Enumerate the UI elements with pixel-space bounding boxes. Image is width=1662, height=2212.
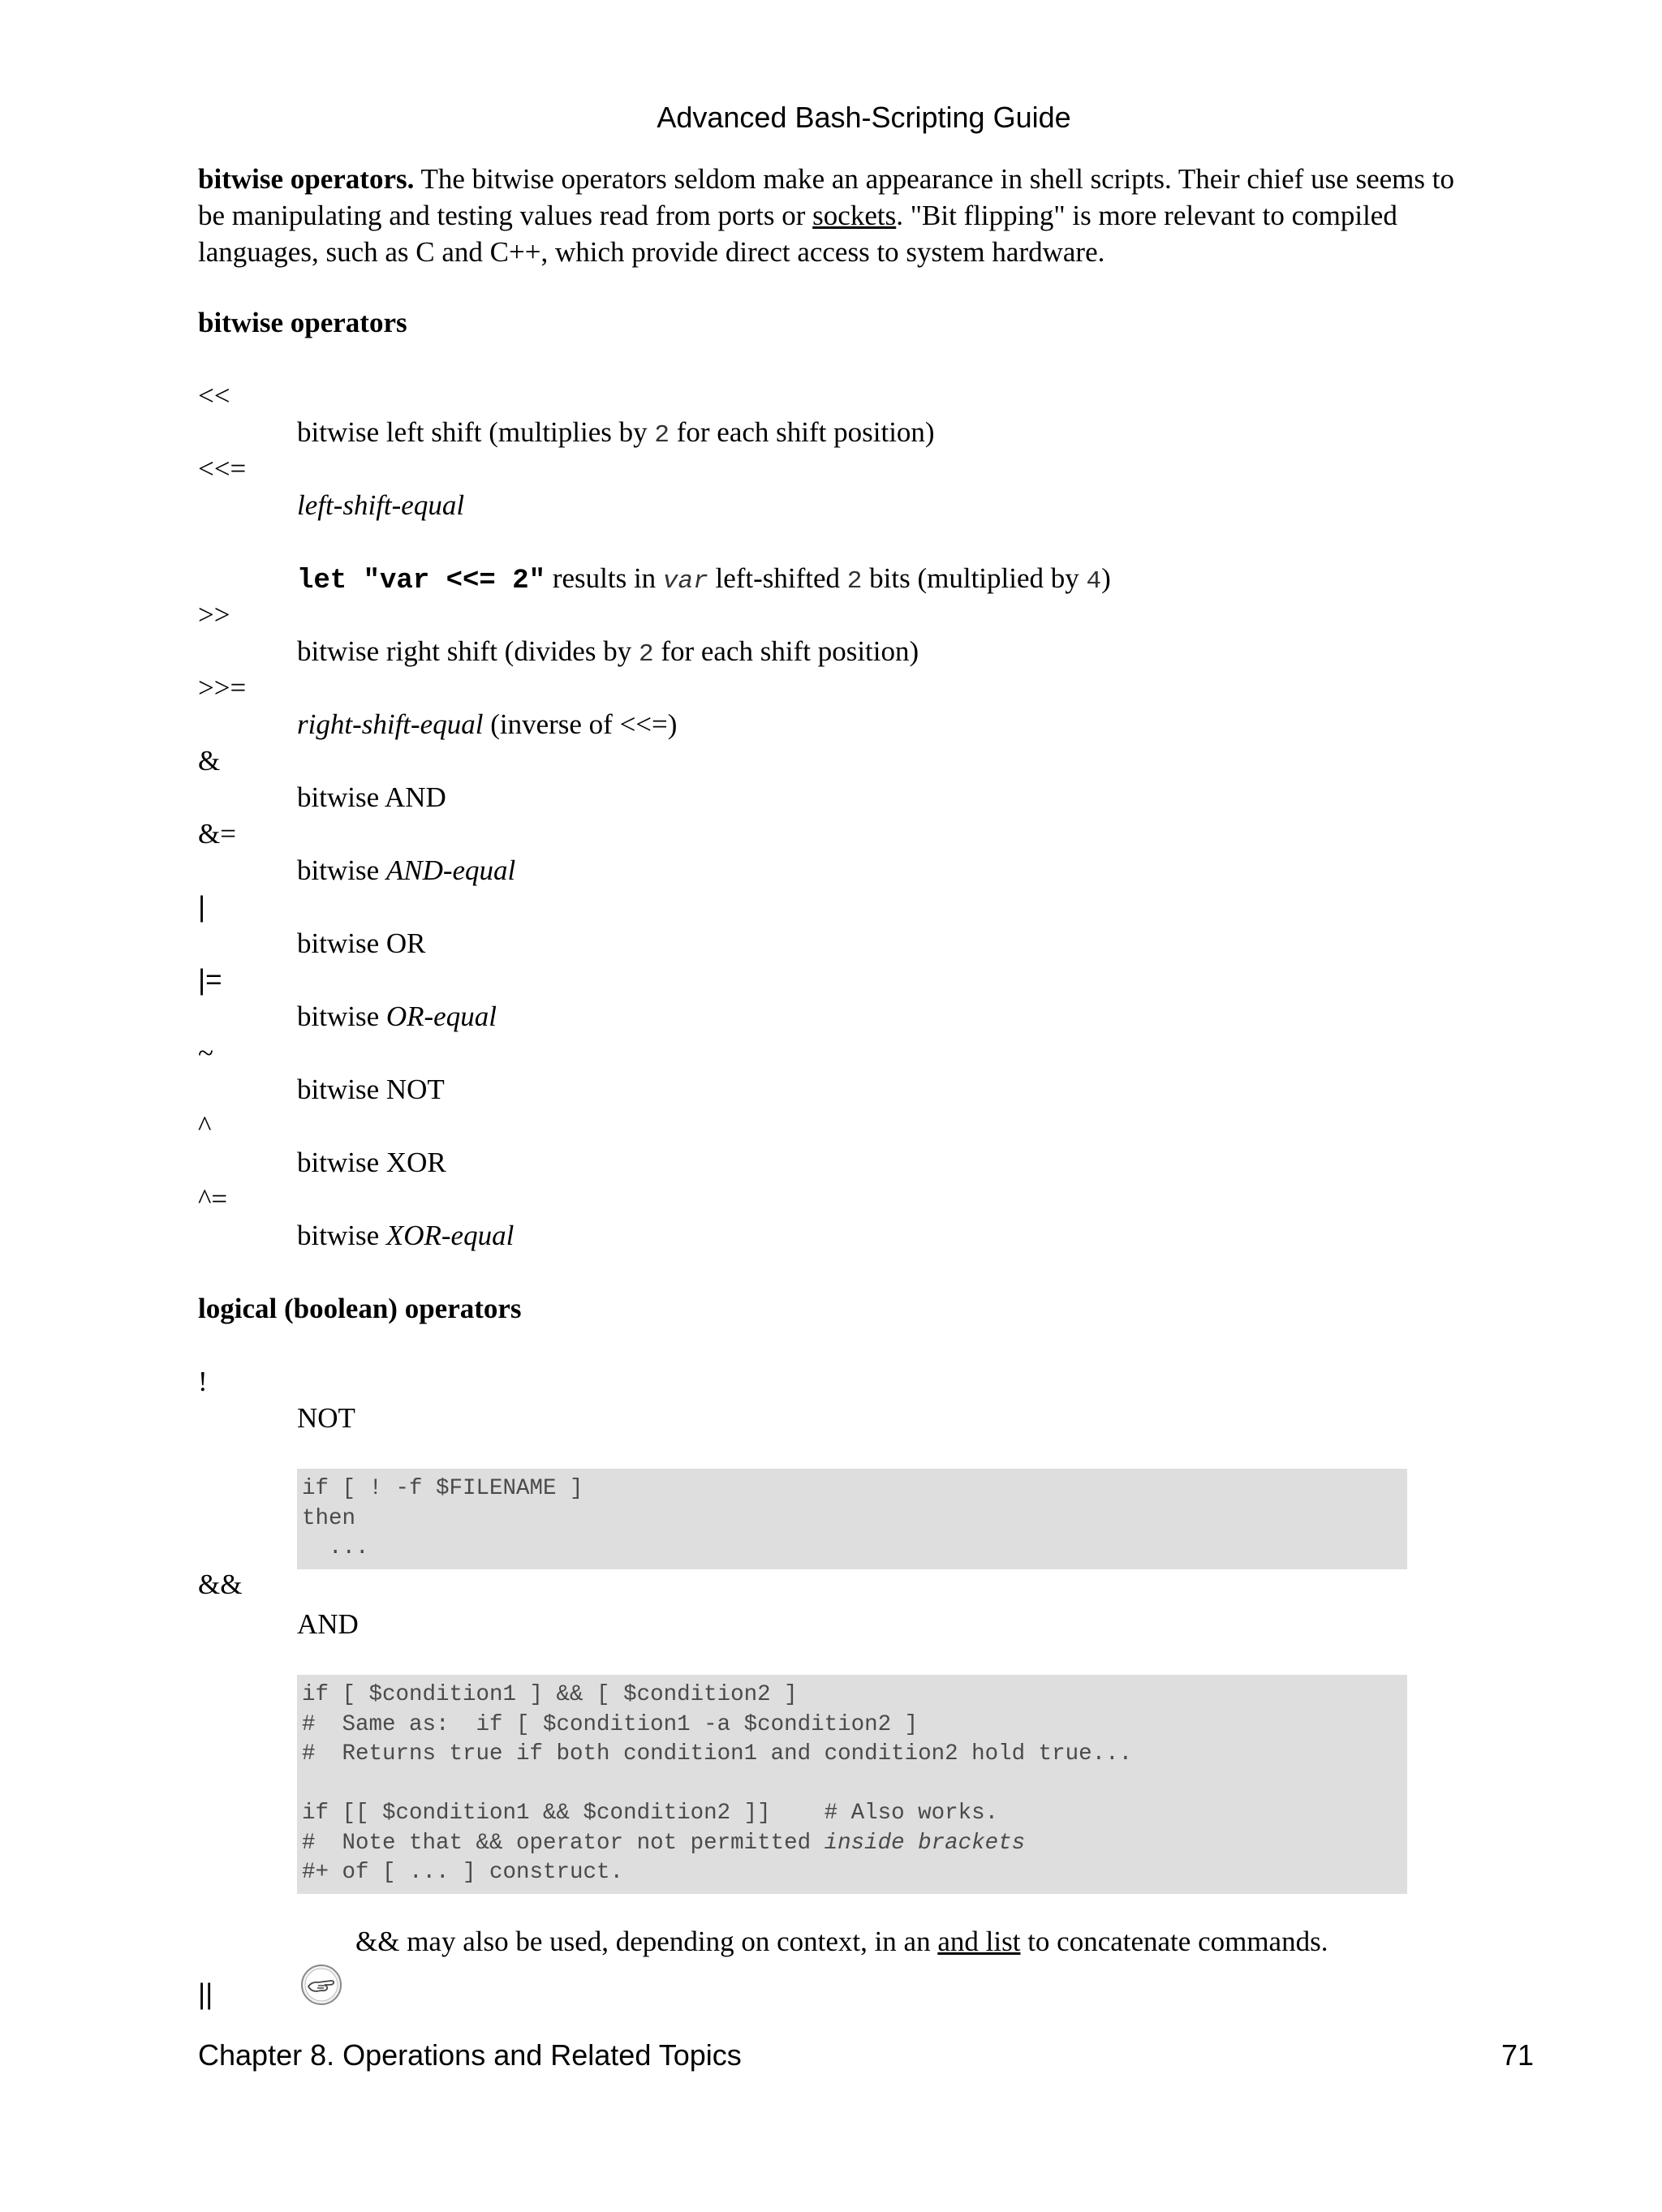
- def-xor-equal: [297, 1220, 514, 1252]
- def-and-equal: [297, 854, 515, 887]
- term-xor-equal: ^=: [198, 1183, 228, 1215]
- term-and-equal: &=: [198, 818, 236, 850]
- code-line: [302, 1770, 1402, 1800]
- def-left-shift-b: for each shift position): [669, 416, 935, 448]
- example-left-shift-equal: [297, 562, 1111, 596]
- footer-page-number: 71: [1501, 2038, 1534, 2072]
- pointing-hand-note-icon: [300, 1964, 342, 2006]
- def-right-shift-b: for each shift position): [653, 635, 919, 667]
- code-line: #+ of [ ... ] construct.: [302, 1860, 624, 1885]
- term-logical-not: !: [198, 1366, 208, 1397]
- term-xor: ^: [198, 1110, 212, 1142]
- code-line: ...: [302, 1535, 369, 1560]
- def-logical-and: AND: [297, 1608, 359, 1640]
- code-line: then: [302, 1505, 356, 1531]
- code-block-not: [297, 1469, 1407, 1569]
- example-d: ): [1101, 562, 1111, 594]
- def-logical-not: NOT: [297, 1402, 355, 1434]
- term-logical-or: ||: [198, 1978, 213, 2010]
- logical-operators-heading: logical (boolean) operators: [198, 1293, 522, 1324]
- intro-text-2a: be manipulating and testing values read from ports or: [198, 200, 813, 231]
- code-line: [302, 1829, 1402, 1859]
- code-line: if [ $condition1 ] && [ $condition2 ]: [302, 1682, 798, 1707]
- intro-line-2: [198, 197, 1397, 234]
- def-right-shift-equal-it: right-shift-equal: [297, 708, 484, 740]
- def-xor-equal-it: XOR-equal: [385, 1220, 515, 1251]
- def-left-shift-a: bitwise left shift (multiplies by: [297, 416, 655, 448]
- def-or-equal: [297, 1001, 497, 1033]
- term-or-equal: |=: [198, 964, 222, 996]
- page-header-title: Advanced Bash-Scripting Guide: [657, 101, 1071, 134]
- and-list-link[interactable]: and list: [937, 1926, 1021, 1957]
- sockets-link[interactable]: sockets: [812, 200, 897, 231]
- note-text-b: to concatenate commands.: [1020, 1926, 1328, 1957]
- code-line: # Returns true if both condition1 and condition2 hold true...: [302, 1741, 1133, 1767]
- example-m: 4: [1086, 567, 1102, 596]
- def-not: bitwise NOT: [297, 1074, 445, 1105]
- example-var: var: [662, 567, 708, 596]
- def-right-shift-equal-rest: (inverse of <<=): [483, 708, 678, 740]
- def-right-shift-equal: [297, 708, 677, 741]
- code-line: if [[ $condition1 && $condition2 ]] # Also works.: [302, 1801, 999, 1826]
- def-right-shift-num: 2: [638, 640, 654, 669]
- example-code: let "var <<= 2": [297, 566, 546, 596]
- code-line-italic: inside brackets: [824, 1830, 1026, 1856]
- term-or: |: [198, 891, 206, 923]
- intro-lead: bitwise operators.: [198, 163, 415, 195]
- term-logical-and: &&: [198, 1569, 243, 1600]
- footer-chapter: Chapter 8. Operations and Related Topics: [198, 2038, 742, 2072]
- term-and: &: [198, 745, 221, 777]
- term-right-shift-equal: >>=: [198, 672, 247, 704]
- code-block-and: [297, 1675, 1407, 1894]
- example-n: 2: [846, 567, 863, 596]
- def-left-shift-equal: left-shift-equal: [297, 489, 465, 521]
- def-xor-equal-a: bitwise: [297, 1220, 386, 1251]
- note-text: [355, 1926, 1328, 1958]
- example-c: bits (multiplied by: [862, 562, 1087, 594]
- def-and-equal-it: AND-equal: [385, 854, 516, 886]
- def-and-equal-a: bitwise: [297, 854, 386, 886]
- term-not: ~: [198, 1037, 213, 1069]
- def-or: bitwise OR: [297, 927, 426, 959]
- bitwise-operators-heading: bitwise operators: [198, 307, 407, 338]
- def-or-equal-a: bitwise: [297, 1001, 386, 1032]
- code-line-text: # Note that && operator not permitted: [302, 1830, 825, 1856]
- term-right-shift: >>: [198, 599, 230, 630]
- example-b: left-shifted: [708, 562, 847, 594]
- note-text-a: && may also be used, depending on context, in an: [355, 1926, 938, 1957]
- intro-line-3: languages, such as C and C++, which provide direct access to system hardware.: [198, 236, 1105, 268]
- intro-line-1: [198, 161, 1454, 197]
- term-left-shift: <<: [198, 380, 230, 411]
- code-line: if [ ! -f $FILENAME ]: [302, 1476, 583, 1501]
- intro-text-1: The bitwise operators seldom make an appearance in shell scripts. Their chief use seems to: [414, 163, 1454, 195]
- def-right-shift: [297, 635, 919, 669]
- def-xor: bitwise XOR: [297, 1147, 446, 1178]
- intro-text-2b: . "Bit flipping" is more relevant to compiled: [896, 200, 1397, 231]
- def-and: bitwise AND: [297, 781, 446, 813]
- code-line: # Same as: if [ $condition1 -a $condition2 ]: [302, 1711, 919, 1737]
- def-left-shift: [297, 416, 935, 450]
- def-left-shift-num: 2: [654, 421, 670, 450]
- def-or-equal-it: OR-equal: [385, 1001, 497, 1032]
- term-left-shift-equal: <<=: [198, 453, 247, 484]
- example-a: results in: [545, 562, 663, 594]
- def-right-shift-a: bitwise right shift (divides by: [297, 635, 639, 667]
